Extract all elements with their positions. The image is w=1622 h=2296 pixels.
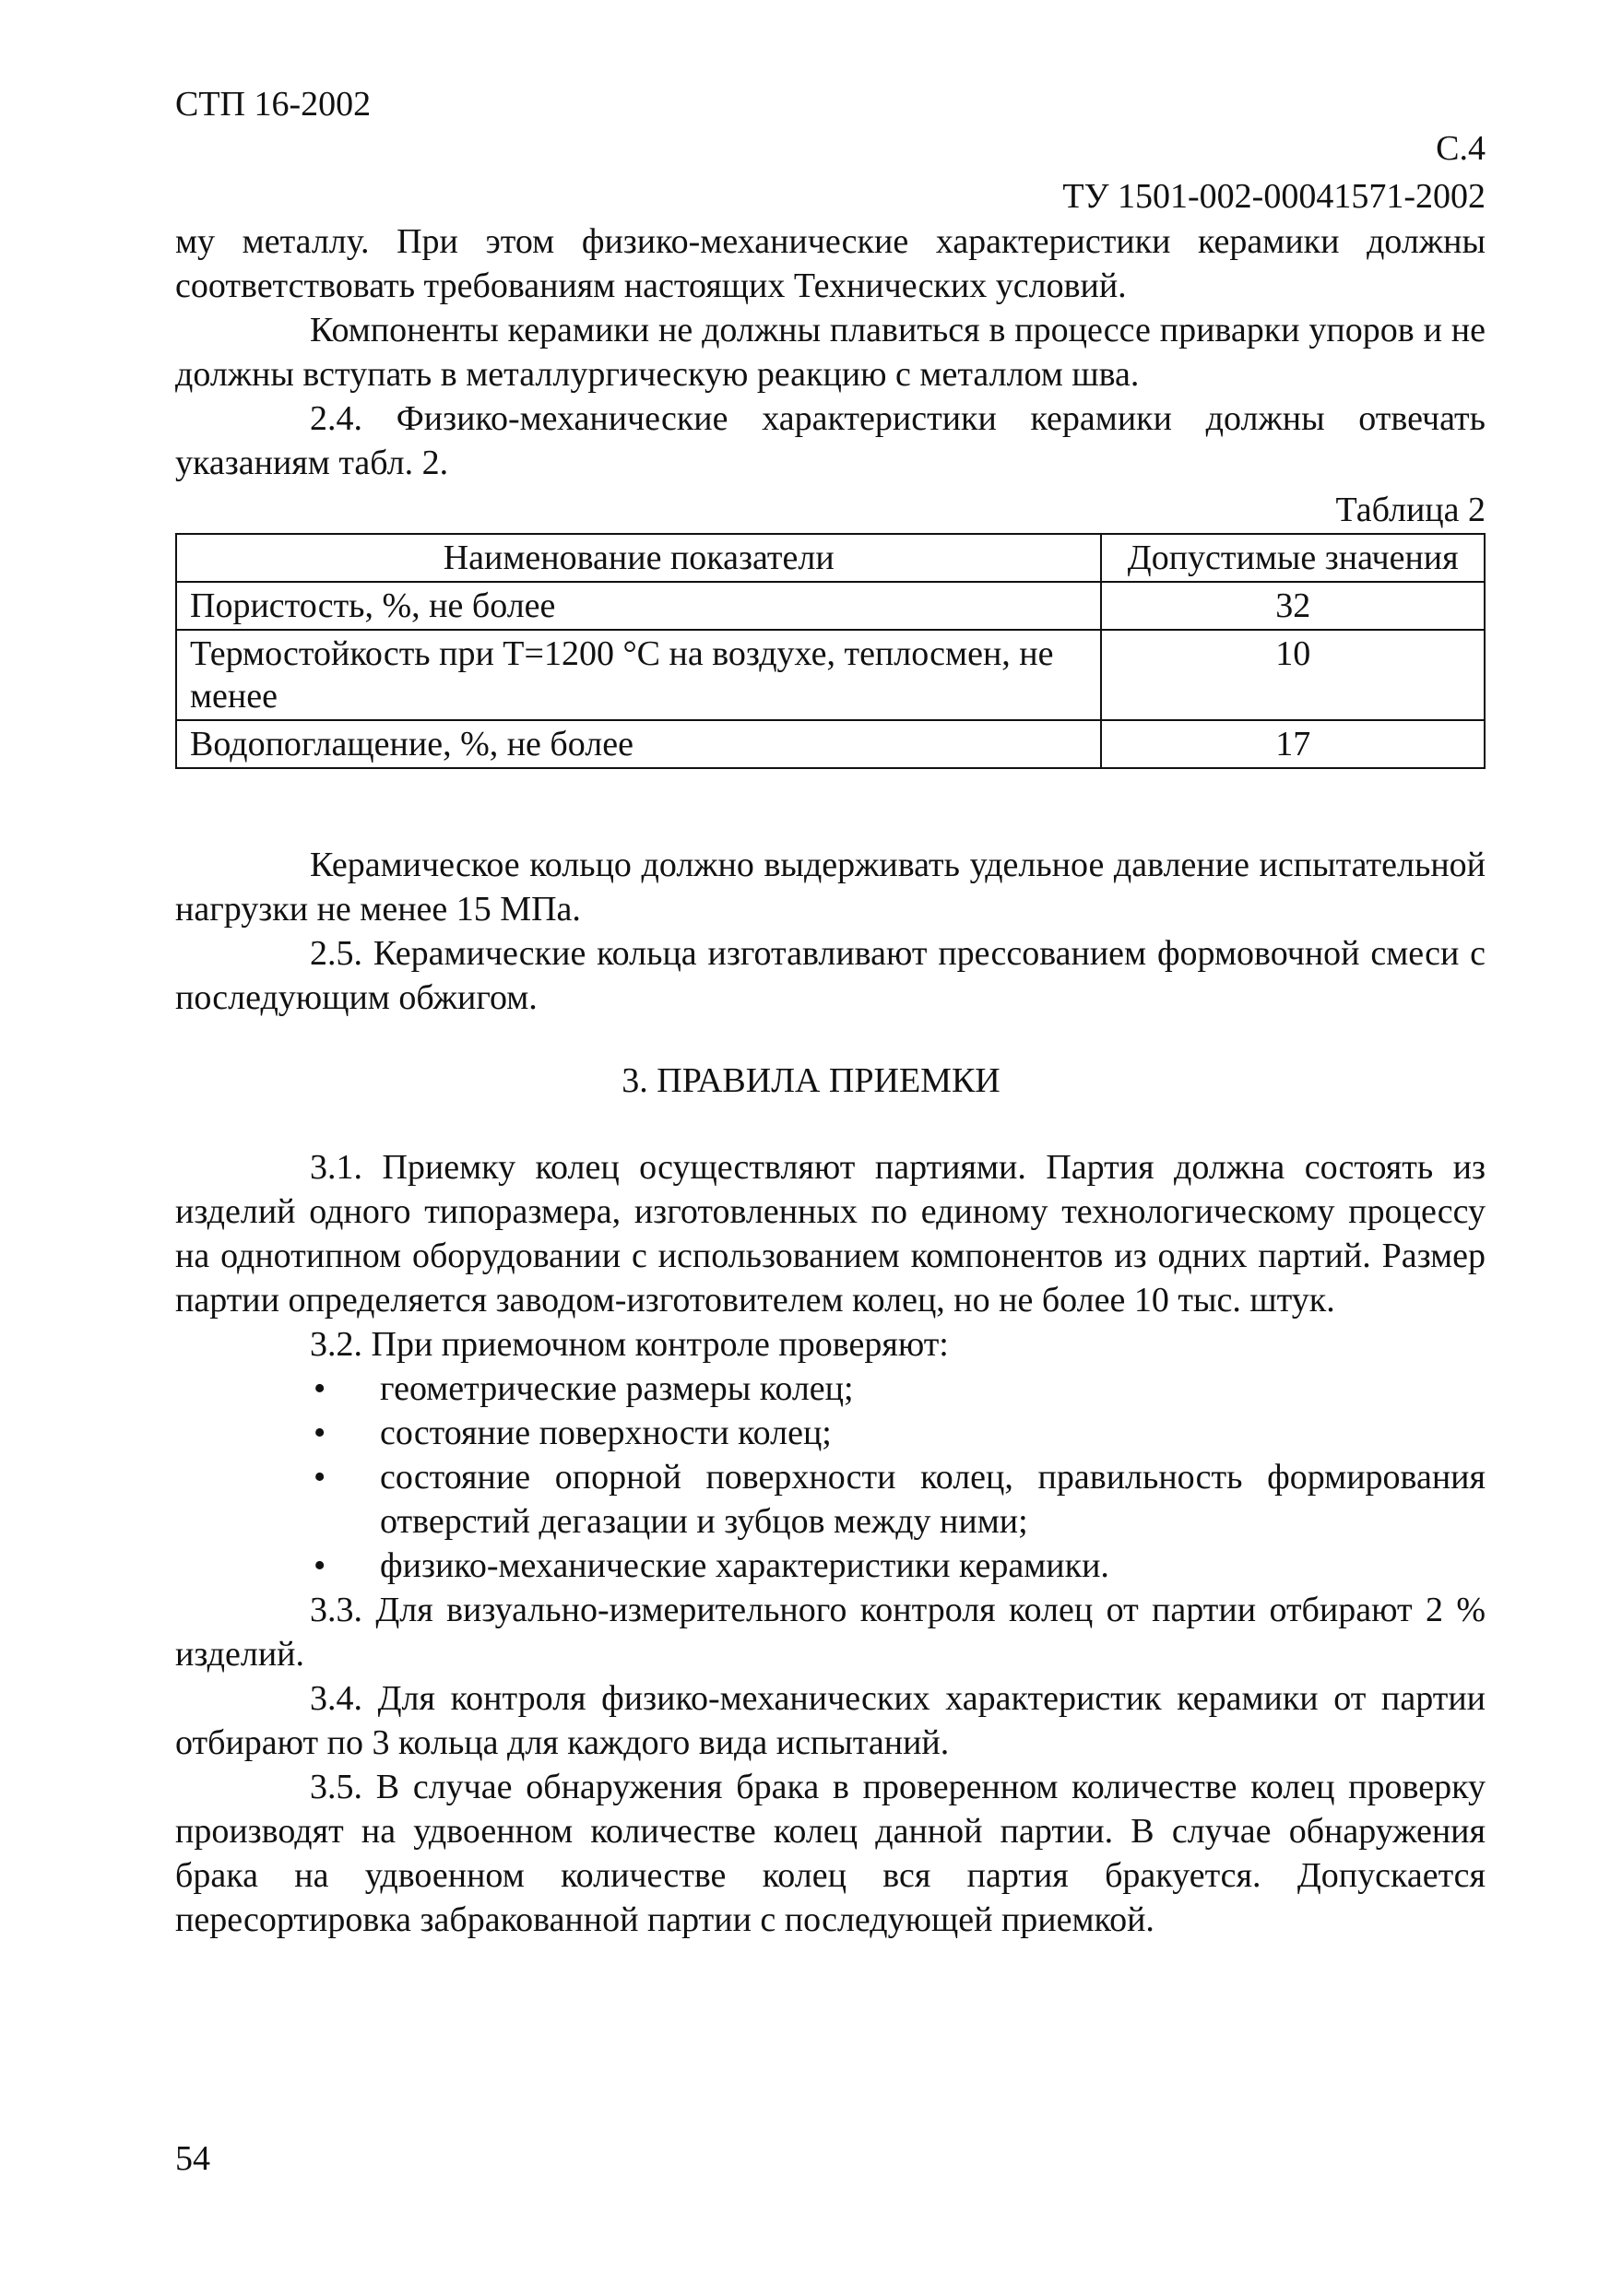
specification-code: ТУ 1501-002-00041571-2002 xyxy=(1062,177,1486,216)
section-title: 3. ПРАВИЛА ПРИЕМКИ xyxy=(622,1061,1000,1100)
table-row xyxy=(176,720,1485,768)
document-code: СТП 16-2002 xyxy=(175,85,372,124)
after-table-block xyxy=(175,843,1486,1020)
paragraph-components: Компоненты керамики не должны плавиться в процессе приварки упоров и не должны вступать в металлургическую реакцию с металлом шва. xyxy=(175,311,1486,394)
table-cell-name: Водопоглащение, %, не более xyxy=(176,720,1101,768)
paragraph-3-5: 3.5. В случае обнаружения брака в проверенном количестве колец проверку производят на удвоенном количестве колец данной партии. В случае обнаружения брака на удвоенном количестве колец вся партия бракуется. Допускается пересортировка забракованной партии с последующей приемкой. xyxy=(175,1768,1486,1939)
page-number: 54 xyxy=(175,2139,210,2178)
list-item xyxy=(175,1544,1486,1588)
list-item-text: состояние опорной поверхности колец, правильность формирования отверстий дегазации и зубцов между ними; xyxy=(380,1458,1486,1541)
bullet-icon: • xyxy=(314,1414,326,1452)
paragraph-pressure: Керамическое кольцо должно выдерживать удельное давление испытательной нагрузки не менее 15 МПа. xyxy=(175,846,1486,929)
paragraph-3-4: 3.4. Для контроля физико-механических характеристик керамики от партии отбирают по 3 кольца для каждого вида испытаний. xyxy=(175,1679,1486,1762)
table-caption: Таблица 2 xyxy=(1335,491,1486,529)
list-item-text: состояние поверхности колец; xyxy=(380,1414,832,1452)
paragraph-3-3: 3.3. Для визуально-измерительного контроля колец от партии отбирают 2 % изделий. xyxy=(175,1591,1486,1674)
paragraph-continuation: му металлу. При этом физико-механические характеристики керамики должны соответствовать требованиям настоящих Технических условий. xyxy=(175,222,1486,305)
table-header-name: Наименование показатели xyxy=(176,534,1101,582)
list-item-text: геометрические размеры колец; xyxy=(380,1369,854,1408)
paragraph-2-4: 2.4. Физико-механические характеристики керамики должны отвечать указаниям табл. 2. xyxy=(175,399,1486,482)
list-item xyxy=(175,1367,1486,1411)
paragraph-3-2: 3.2. При приемочном контроле проверяют: xyxy=(310,1325,949,1364)
table-header-value: Допустимые значения xyxy=(1101,534,1485,582)
table-cell-value: 17 xyxy=(1101,720,1485,768)
bullet-icon: • xyxy=(314,1546,326,1585)
table-cell-value: 32 xyxy=(1101,582,1485,630)
checks-list xyxy=(175,1367,1486,1588)
paragraph-3-1: 3.1. Приемку колец осуществляют партиями. Партия должна состоять из изделий одного типоразмера, изготовленных по единому технологическому процессу на однотипном оборудовании с использованием компонентов из одних партий. Размер партии определяется заводом-изготовителем колец, но не более 10 тыс. штук. xyxy=(175,1148,1486,1320)
table-cell-value: 10 xyxy=(1101,630,1485,720)
top-text-block xyxy=(175,219,1486,485)
table-cell-name: Пористость, %, не более xyxy=(176,582,1101,630)
table-row xyxy=(176,582,1485,630)
page-label: С.4 xyxy=(1436,129,1486,168)
table-cell-name: Термостойкость при Т=1200 °С на воздухе, теплосмен, не менее xyxy=(176,630,1101,720)
bullet-icon: • xyxy=(314,1458,326,1497)
table-header-row xyxy=(176,534,1485,582)
list-item xyxy=(175,1455,1486,1544)
list-item-text: физико-механические характеристики керамики. xyxy=(380,1546,1109,1585)
bullet-icon: • xyxy=(314,1369,326,1408)
table-row xyxy=(176,630,1485,720)
paragraph-2-5: 2.5. Керамические кольца изготавливают прессованием формовочной смеси с последующим обжигом. xyxy=(175,934,1486,1017)
properties-table xyxy=(175,533,1486,769)
list-item xyxy=(175,1411,1486,1455)
section-body xyxy=(175,1145,1486,1942)
